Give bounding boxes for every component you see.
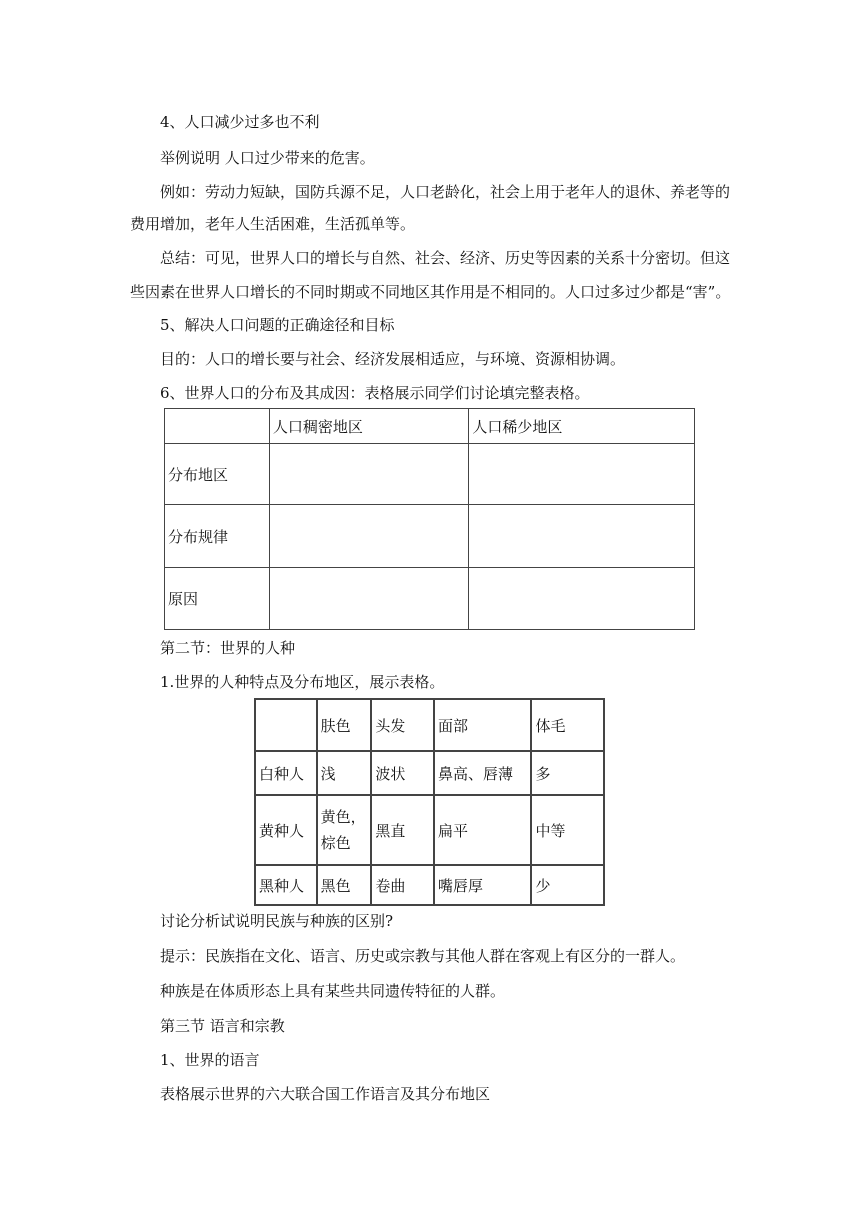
- example-line-1: 例如：劳动力短缺，国防兵源不足，人口老龄化，社会上用于老年人的退休、养老等的: [160, 183, 731, 201]
- table-cell: [469, 444, 695, 505]
- table-cell: 嘴唇厚: [434, 865, 531, 905]
- summary-line-1: 总结：可见，世界人口的增长与自然、社会、经济、历史等因素的关系十分密切。但这: [160, 249, 731, 267]
- section-3-item-1: 1、世界的语言: [160, 1051, 260, 1069]
- table-row: [255, 751, 604, 795]
- table-row: [165, 444, 695, 505]
- row-label: 黄种人: [255, 795, 317, 865]
- race-definition: 种族是在体质形态上具有某些共同遗传特征的人群。: [160, 982, 506, 1000]
- section-2-item-1: 1.世界的人种特点及分布地区，展示表格。: [160, 673, 445, 691]
- hint-text: 提示：民族指在文化、语言、历史或宗教与其他人群在客观上有区分的一群人。: [160, 947, 686, 965]
- table-header: 头发: [371, 699, 434, 751]
- table-row: [255, 865, 604, 905]
- table-cell: 多: [531, 751, 604, 795]
- table-cell: [255, 699, 317, 751]
- table-cell: [269, 444, 469, 505]
- row-label: 分布地区: [165, 444, 270, 505]
- population-distribution-table: [164, 408, 695, 630]
- section-5-heading: 5、解决人口问题的正确途径和目标: [160, 316, 395, 334]
- table-cell: 卷曲: [371, 865, 434, 905]
- table-header: 体毛: [531, 699, 604, 751]
- table-header: 肤色: [317, 699, 372, 751]
- row-label: 原因: [165, 568, 270, 630]
- row-label: 白种人: [255, 751, 317, 795]
- table-row: [255, 795, 604, 865]
- table-cell: 黑色: [317, 865, 372, 905]
- table-header-row: [255, 699, 604, 751]
- row-label: 黑种人: [255, 865, 317, 905]
- example-intro: 举例说明 人口过少带来的危害。: [160, 149, 375, 167]
- section-3-title: 第三节 语言和宗教: [160, 1017, 285, 1035]
- table-cell: [269, 505, 469, 568]
- table-cell: 少: [531, 865, 604, 905]
- discussion-question: 讨论分析试说明民族与种族的区别?: [160, 912, 394, 930]
- section-4-heading: 4、人口减少过多也不利: [160, 113, 320, 131]
- table-header: 面部: [434, 699, 531, 751]
- table-header-dense: 人口稠密地区: [269, 409, 469, 444]
- example-line-2: 费用增加，老年人生活困难，生活孤单等。: [130, 215, 416, 233]
- human-races-table: [254, 698, 605, 906]
- summary-line-2: 些因素在世界人口增长的不同时期或不同地区其作用是不相同的。人口过多过少都是“害”。: [130, 283, 731, 301]
- table-cell: [469, 505, 695, 568]
- table-cell: [469, 568, 695, 630]
- table-header-row: [165, 409, 695, 444]
- table-row: [165, 568, 695, 630]
- table-cell: 浅: [317, 751, 372, 795]
- table-cell: 鼻高、唇薄: [434, 751, 531, 795]
- table-cell: 黑直: [371, 795, 434, 865]
- section-6-heading: 6、世界人口的分布及其成因：表格展示同学们讨论填完整表格。: [160, 384, 590, 402]
- languages-table-intro: 表格展示世界的六大联合国工作语言及其分布地区: [160, 1085, 491, 1103]
- table-cell: 黄色，棕色: [317, 795, 372, 865]
- table-cell: [269, 568, 469, 630]
- row-label: 分布规律: [165, 505, 270, 568]
- table-cell: [165, 409, 270, 444]
- table-row: [165, 505, 695, 568]
- table-cell: 扁平: [434, 795, 531, 865]
- section-2-title: 第二节：世界的人种: [160, 639, 296, 657]
- table-header-sparse: 人口稀少地区: [469, 409, 695, 444]
- table-cell: 波状: [371, 751, 434, 795]
- table-cell: 中等: [531, 795, 604, 865]
- section-5-goal: 目的：人口的增长要与社会、经济发展相适应，与环境、资源相协调。: [160, 350, 626, 368]
